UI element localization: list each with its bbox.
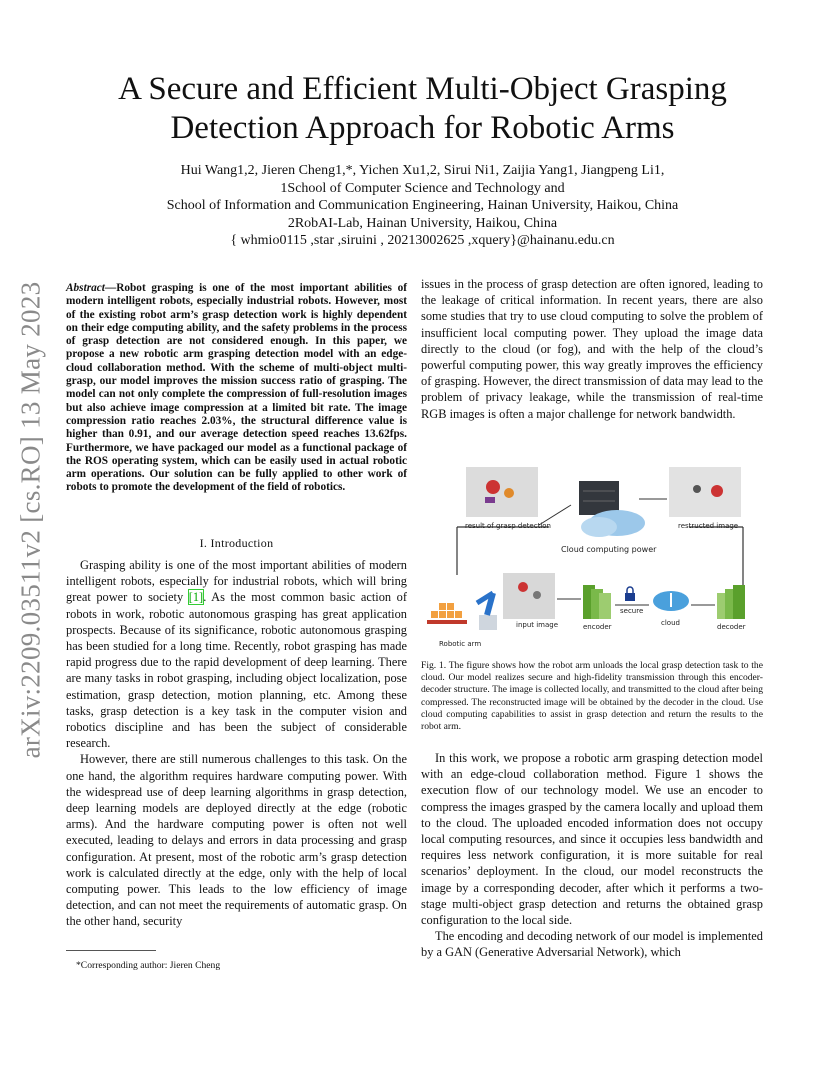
label-encoder: encoder [583,623,612,631]
intro-paragraph-2: However, there are still numerous challenges to this task. On the one hand, the algorithm requires hardware computing power. With the widespread use of deep learning algorithms in grasp detection, deep learning models are deployed directly at the edge (robotic arms). And the hardware computing power is often not well executed, leading to delays and errors in data processing and grasp configuration. At present, most of the robotic arm’s grasp detection work is calculated directly at the edge, only with the help of local computing power. This leads to the low efficiency of image detection, and can not meet the requirements of automatic grasp. On the other hand, security [66,752,407,929]
decoder-layer [733,585,745,619]
decoder-block [717,585,745,619]
object-icon [711,485,723,497]
object-icon [518,582,528,592]
title-line-2: Detection Approach for Robotic Arms [170,110,675,146]
box [447,611,454,618]
label-robotic-arm: Robotic arm [439,640,482,648]
affiliation-1: 1School of Computer Science and Technology and [280,180,565,196]
abstract-text: —Robot grasping is one of the most important abilities of modern intelligent robots, especially industrial robots. However, most of the existing robot arm’s grasp detection work is highly dependent on their edge computing ability, and the safety problems in the process of grasp detection are not considered enough. In this paper, we propose a new robotic arm grasping detection model with an edge-cloud collaboration method. With the scheme of multi-object multi-grasp, our model improves the mission success ratio of grasping. The model can not only complete the compression of full-resolution images but also achieve image compression at a limited bit rate. The image compression ratio reaches 2.03%, the structural difference value is higher than 0.91, and our average detection speed reaches 13.62fps. Furthermore, we have packaged our model as a functional package of the ROS operating system, which can be easily used in actual robotic arm operations. Our solution can be fully applied to other work of robots to promote the development of the field of robotics. [66,282,407,494]
affiliation-2: 2RobAI-Lab, Hainan University, Haikou, China [287,215,558,231]
work-paragraph-1: In this work, we propose a robotic arm grasping detection model with an edge-cloud collaboration method. Figure 1 shows the execution flow of our technology model. We use an encoder to compress the images grasped by the camera locally and upload them to the cloud. The uploaded encoded information does not occupy local computing resources, and since it occupies less bandwidth and requires less network configuration, it is more suitable for real scenarios’ deployment. In the cloud, our model reconstructs the image by a corresponding decoder, after which it performs a two-stage multi-object grasp detection and returns the obtained grasp configuration to the local side. [421,751,763,928]
box [439,603,446,610]
right-column-bottom [421,750,763,961]
left-column-body [66,557,407,930]
box [431,611,438,618]
figure-1-caption: Fig. 1. The figure shows how the robot arm unloads the local grasp detection task to the cloud. Our model realizes secure and high-fidelity transmission through this encoder-decoder structure. The image is collected locally, and transmitted to the cloud after being compressed. The reconstructed image will be obtained by the decoder in the cloud. Use cloud computing capabilities to assist in grasp detection and return the results to the robot arm. [421,660,763,733]
paper-title [60,70,785,148]
author-block [60,162,785,250]
cloud-puff [581,517,617,537]
box [447,603,454,610]
affiliation-1-cont: School of Information and Communication Engineering, Hainan University, Haikou, China [166,198,679,213]
author-emails: { whmio0115 ,star ,siruini , 20213002625 ,xquery}@hainanu.edu.cn [230,233,615,248]
object-icon [485,497,495,503]
footnote-rule [66,950,156,951]
intro-paragraph-1: Grasping ability is one of the most important abilities of modern intelligent robots, especially for industrial robots, which will bring great power to society [1]. As the most common basic action of robots in work, robotic autonomous grasping has great application prospects. Because of its significance, robotic autonomous grasping has been studied for a long time. Recently, robot grasping has made rapid progress due to the rapid development of deep learning. There are many tasks in robot grasping, including object localization, pose estimation, grasp detection, motion planning, etc. Among these tasks, grasp detection is a key task in the computer vision and robotics discipline and has been the subject of considerable research. [66,558,407,751]
input-image [503,573,555,619]
label-result-grasp: result of grasp detection [465,522,551,530]
abstract [66,282,407,495]
arm-base [479,615,497,630]
object-icon [486,480,500,494]
author-names: Hui Wang1,2, Jieren Cheng1,*, Yichen Xu1,2, Sirui Ni1, Zaijia Yang1, Jiangpeng Li1, [180,163,665,178]
object-icon [693,485,701,493]
continued-paragraph: issues in the process of grasp detection are often ignored, leading to the leakage of critical information. In recent years, there are also some studies that try to use cloud computing to solve the problem of insufficient local computing power. They upload the image data directly to the cloud (or fog), and with the help of the cloud’s powerful computing power, this way greatly improves the efficiency of grasping. However, the direct transmission of data may lead to the problem of privacy leakage, while the transmission of real-time RGB images is often a major challenge for network bandwidth. [421,277,763,421]
server-icon [579,481,619,515]
footnote: *Corresponding author: Jieren Cheng [76,960,221,971]
abstract-label: Abstract [66,282,105,294]
lock-shackle [627,587,633,593]
label-cloud: cloud [661,619,680,627]
box [439,611,446,618]
object-icon [504,488,514,498]
grasp-result-image [466,467,538,517]
section-heading-introduction: I. Introduction [199,536,274,550]
encoder-layer [599,593,611,619]
robotic-arm-icon [427,593,497,630]
pallet [427,620,467,624]
figure-1 [421,465,763,655]
label-restructed-image: restructed image [678,522,739,530]
restructed-image [669,467,741,517]
lock-icon [625,593,635,601]
right-column-top [421,276,763,422]
object-icon [533,591,541,599]
work-paragraph-2: The encoding and decoding network of our model is implemented by a GAN (Generative Adversarial Network), which [421,929,763,960]
label-decoder: decoder [717,623,746,631]
label-input-image: input image [516,621,559,629]
citation-link[interactable]: [1] [188,590,204,605]
box [455,611,462,618]
arxiv-sidebar-identifier: arXiv:2209.03511v2 [cs.RO] 13 May 2023 [15,281,46,759]
encoder-block [583,585,611,619]
label-secure: secure [620,607,644,615]
title-line-1: A Secure and Efficient Multi-Object Grasping [118,71,727,107]
label-cloud-power: Cloud computing power [561,545,657,554]
